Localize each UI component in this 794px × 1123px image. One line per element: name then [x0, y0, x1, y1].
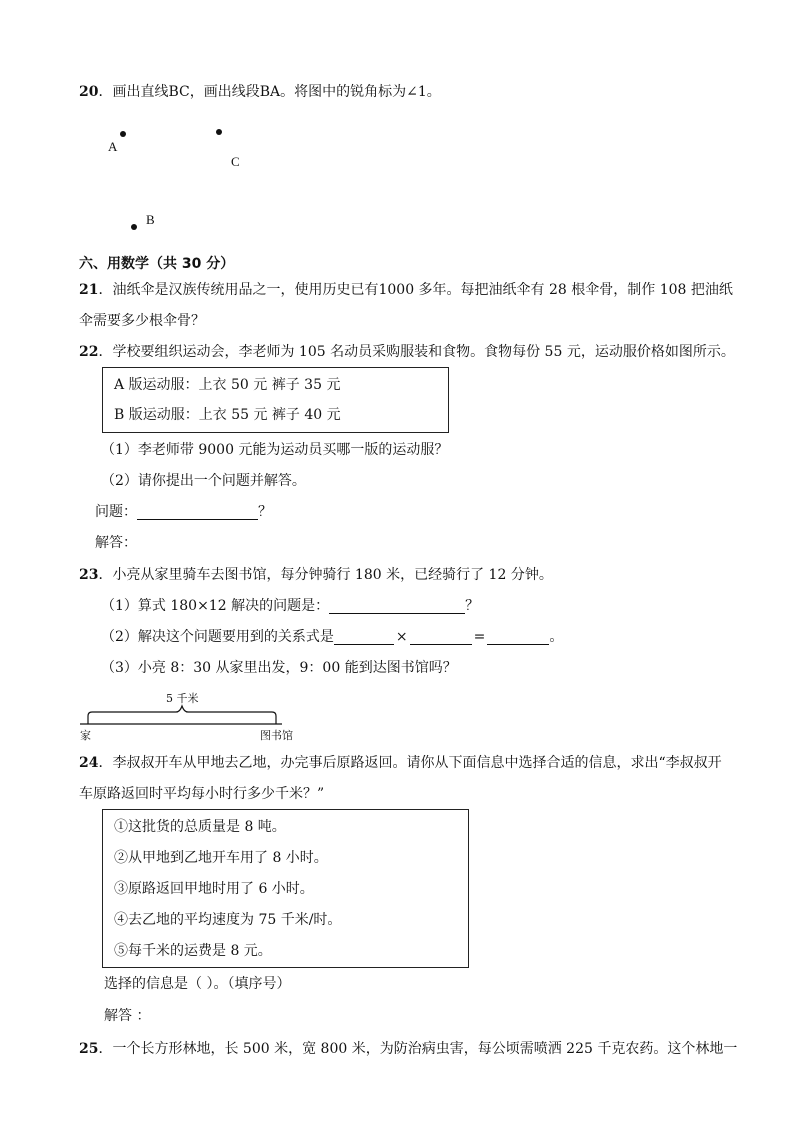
question-23: [79, 567, 553, 583]
sub-question-1: （1）李老师带 9000 元能为运动员买哪一版的运动服？: [101, 442, 449, 458]
question-24-line1: [79, 755, 722, 771]
times-sign: ×: [395, 629, 408, 645]
sub-question-2: [101, 629, 563, 645]
question-text: ．油纸伞是汉族传统用品之一，使用历史已有1000 多年。每把油纸伞有 28 根伞骨，制作 108 把油纸: [98, 282, 733, 298]
price-line-b: B 版运动服：上衣 55 元 裤子 40 元: [114, 407, 341, 423]
question-text: ．学校要组织运动会，李老师为 105 名动员采购服装和食物。食物每份 55 元，运动服价格如图所示。: [98, 344, 735, 360]
question-21-line1: [79, 282, 733, 298]
distance-brace-diagram: [0, 700, 794, 740]
question-number: 25: [79, 1041, 99, 1057]
question-mark: ？: [465, 598, 480, 614]
info-item-4: ④去乙地的平均速度为 75 千米/时。: [114, 912, 342, 928]
sub-question-3: （3）小亮 8：30 从家里出发，9：00 能到达图书馆吗？: [101, 660, 457, 676]
question-text: ．画出直线BC，画出线段BA。将图中的锐角标为∠1。: [98, 84, 441, 100]
sub-question-2-text: （2）解决这个问题要用到的关系式是: [101, 629, 334, 645]
question-number: 21: [79, 282, 99, 298]
answer-label: 解答 ：: [104, 1008, 151, 1024]
point-c-dot: [216, 129, 222, 135]
question-number: 24: [79, 755, 99, 771]
equals-sign: =: [473, 629, 486, 645]
answer-label: 解答：: [95, 535, 137, 551]
question-text: ．小亮从家里骑车去图书馆，每分钟骑行 180 米，已经骑行了 12 分钟。: [98, 567, 553, 583]
price-line-a: A 版运动服：上衣 50 元 裤子 35 元: [114, 377, 341, 393]
sub-question-2: （2）请你提出一个问题并解答。: [101, 473, 306, 489]
point-a-label: A: [108, 139, 118, 154]
info-item-2: ②从甲地到乙地开车用了 8 小时。: [114, 850, 328, 866]
question-number: 20: [79, 84, 99, 100]
question-label: 问题：: [95, 504, 137, 520]
info-item-1: ①这批货的总质量是 8 吨。: [114, 819, 286, 835]
period: 。: [549, 629, 564, 645]
question-text: ．李叔叔开车从甲地去乙地，办完事后原路返回。请你从下面信息中选择合适的信息，求出“李叔叔开: [98, 755, 722, 771]
question-22: [79, 344, 735, 360]
point-a-dot: [120, 131, 126, 137]
question-text: ．一个长方形林地，长 500 米，宽 800 米，为防治病虫害，每公顷需喷洒 225 千克农药。这个林地一: [98, 1041, 738, 1057]
blank-2[interactable]: [410, 630, 472, 645]
question-25: [79, 1041, 737, 1057]
point-c-label: C: [231, 154, 240, 169]
distance-label: 5 千米: [166, 692, 199, 705]
question-20: [79, 84, 441, 100]
blank-3[interactable]: [487, 630, 549, 645]
sub-question-1-text: （1）算式 180×12 解决的问题是：: [101, 598, 330, 614]
question-21-line2: 伞需要多少根伞骨？: [79, 313, 205, 329]
question-number: 23: [79, 567, 99, 583]
section-title: 六、用数学（共 30 分）: [79, 256, 235, 272]
info-item-3: ③原路返回甲地时用了 6 小时。: [114, 881, 314, 897]
answer-blank[interactable]: [329, 599, 465, 614]
sub-question-1: [101, 598, 479, 614]
info-item-5: ⑤每千米的运费是 8 元。: [114, 943, 272, 959]
point-b-dot: [131, 224, 137, 230]
question-number: 22: [79, 344, 99, 360]
question-blank[interactable]: [137, 505, 258, 520]
point-b-label: B: [146, 212, 155, 227]
home-label: 家: [80, 729, 91, 742]
library-label: 图书馆: [260, 729, 293, 742]
blank-1[interactable]: [334, 630, 394, 645]
select-prompt: 选择的信息是（ ）。（填序号）: [104, 976, 291, 992]
question-prompt: [95, 504, 272, 520]
question-mark: ？: [258, 504, 272, 520]
question-24-line2: 车原路返回时平均每小时行多少千米？”: [79, 786, 325, 802]
